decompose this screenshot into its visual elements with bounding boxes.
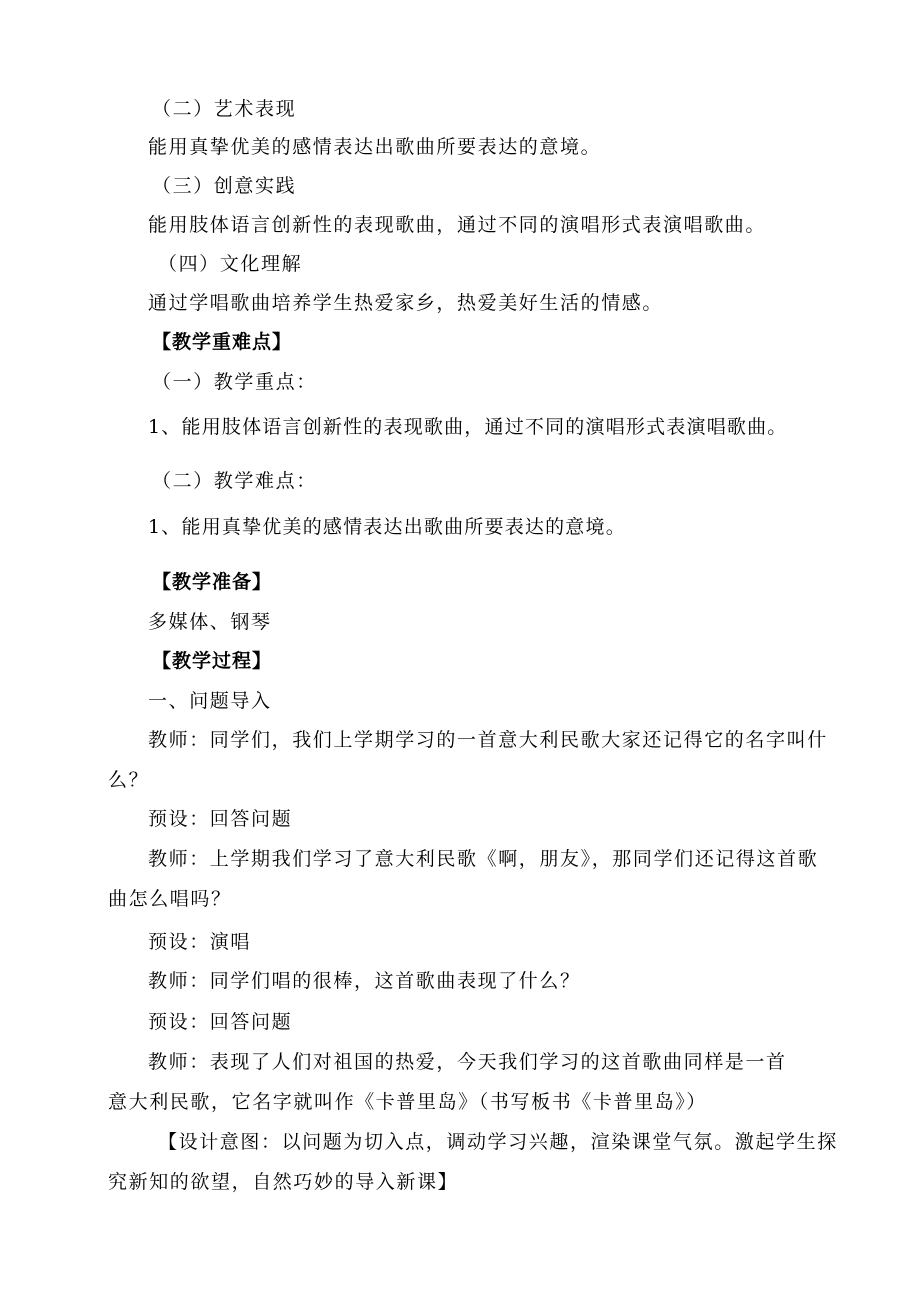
dialogue-teacher-2a: 教师：上学期我们学习了意大利民歌《啊，朋友》，那同学们还记得这首歌	[148, 848, 819, 870]
subheading-key-points: （一）教学重点：	[152, 371, 317, 393]
subheading-artistic-expression: （二）艺术表现	[152, 98, 297, 120]
subheading-cultural-understanding: （四）文化理解	[158, 253, 303, 275]
section-heading-process: 【教学过程】	[152, 650, 273, 672]
dialogue-teacher-2b: 曲怎么唱吗？	[108, 888, 232, 910]
dialogue-teacher-4a: 教师：表现了人们对祖国的热爱，今天我们学习的这首歌曲同样是一首	[148, 1051, 787, 1073]
subheading-difficult-points: （二）教学难点：	[152, 470, 317, 492]
paragraph-key-point-1: 1、能用肢体语言创新性的表现歌曲，通过不同的演唱形式表演唱歌曲。	[148, 416, 788, 438]
dialogue-preset-2: 预设：演唱	[148, 931, 252, 953]
design-intent-line-1: 【设计意图：以问题为切入点，调动学习兴趣，渲染课堂气氛。激起学生探	[158, 1131, 838, 1153]
paragraph-creative-practice: 能用肢体语言创新性的表现歌曲，通过不同的演唱形式表演唱歌曲。	[148, 214, 767, 236]
section-heading-key-difficult-points: 【教学重难点】	[152, 331, 293, 353]
paragraph-cultural-understanding: 通过学唱歌曲培养学生热爱家乡，热爱美好生活的情感。	[148, 292, 664, 314]
subheading-creative-practice: （三）创意实践	[152, 175, 297, 197]
paragraph-difficult-point-1: 1、能用真挚优美的感情表达出歌曲所要表达的意境。	[148, 516, 626, 538]
dialogue-preset-1: 预设：回答问题	[148, 808, 293, 830]
dialogue-teacher-1a: 教师：同学们，我们上学期学习的一首意大利民歌大家还记得它的名字叫什	[148, 729, 828, 751]
paragraph-artistic-expression: 能用真挚优美的感情表达出歌曲所要表达的意境。	[148, 136, 602, 158]
dialogue-teacher-1b: 么？	[108, 769, 150, 791]
subheading-question-intro: 一、问题导入	[148, 690, 272, 712]
paragraph-preparation: 多媒体、钢琴	[148, 611, 272, 633]
section-heading-preparation: 【教学准备】	[152, 571, 273, 593]
dialogue-preset-3: 预设：回答问题	[148, 1011, 293, 1033]
dialogue-teacher-3: 教师：同学们唱的很棒，这首歌曲表现了什么？	[148, 970, 581, 992]
design-intent-line-2: 究新知的欲望，自然巧妙的导入新课】	[108, 1171, 459, 1193]
dialogue-teacher-4b: 意大利民歌，它名字就叫作《卡普里岛》（书写板书《卡普里岛》）	[108, 1091, 708, 1113]
